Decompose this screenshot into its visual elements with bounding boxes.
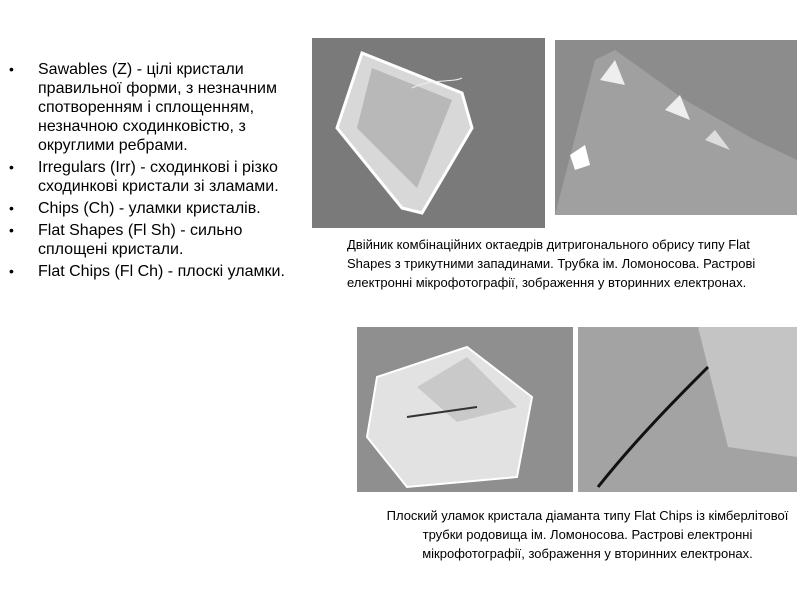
list-item [0, 158, 305, 196]
caption-top: Двійник комбінаційних октаедрів дитригонального обрису типу Flat Shapes з трикутними западинами. Трубка ім. Ломоносова. Растрові електронні мікрофотографії, зображення у вторинних електронах. [347, 237, 756, 290]
list-item [0, 60, 305, 155]
bullet-list [0, 60, 305, 284]
sem-photo-twin-crystal [312, 38, 545, 228]
bullet-text: Sawables (Z) - цілі кристали правильної форми, з незначним спотворенням і сплощенням, незначною сходинковістю, з округлими ребрами. [38, 61, 277, 154]
bullet-text: Flat Chips (Fl Ch) - плоскі уламки. [38, 263, 285, 280]
sem-photo-flat-chip-detail [578, 327, 797, 492]
bullet-text: Flat Shapes (Fl Sh) - сильно сплощені кристали. [38, 222, 243, 258]
list-item [0, 199, 305, 218]
bullet-icon: • [9, 263, 14, 279]
sem-photo-flat-chip [357, 327, 573, 492]
bullet-text: Chips (Ch) - уламки кристалів. [38, 200, 261, 217]
bullet-icon: • [9, 200, 14, 216]
bullet-icon: • [9, 159, 14, 175]
list-item [0, 221, 305, 259]
caption-bottom: Плоский уламок кристала діаманта типу Flat Chips із кімберлітової трубки родовища ім. Ломоносова. Растрові електронні мікрофотографії, зображення у вторинних електронах. [386, 508, 789, 561]
sem-photo-triangular-pits [555, 40, 797, 215]
bullet-icon: • [9, 222, 14, 238]
bullet-icon: • [9, 61, 14, 77]
bullet-text: Irregulars (Irr) - сходинкові і різко сходинкові кристали зі зламами. [38, 159, 279, 195]
list-item [0, 262, 305, 281]
